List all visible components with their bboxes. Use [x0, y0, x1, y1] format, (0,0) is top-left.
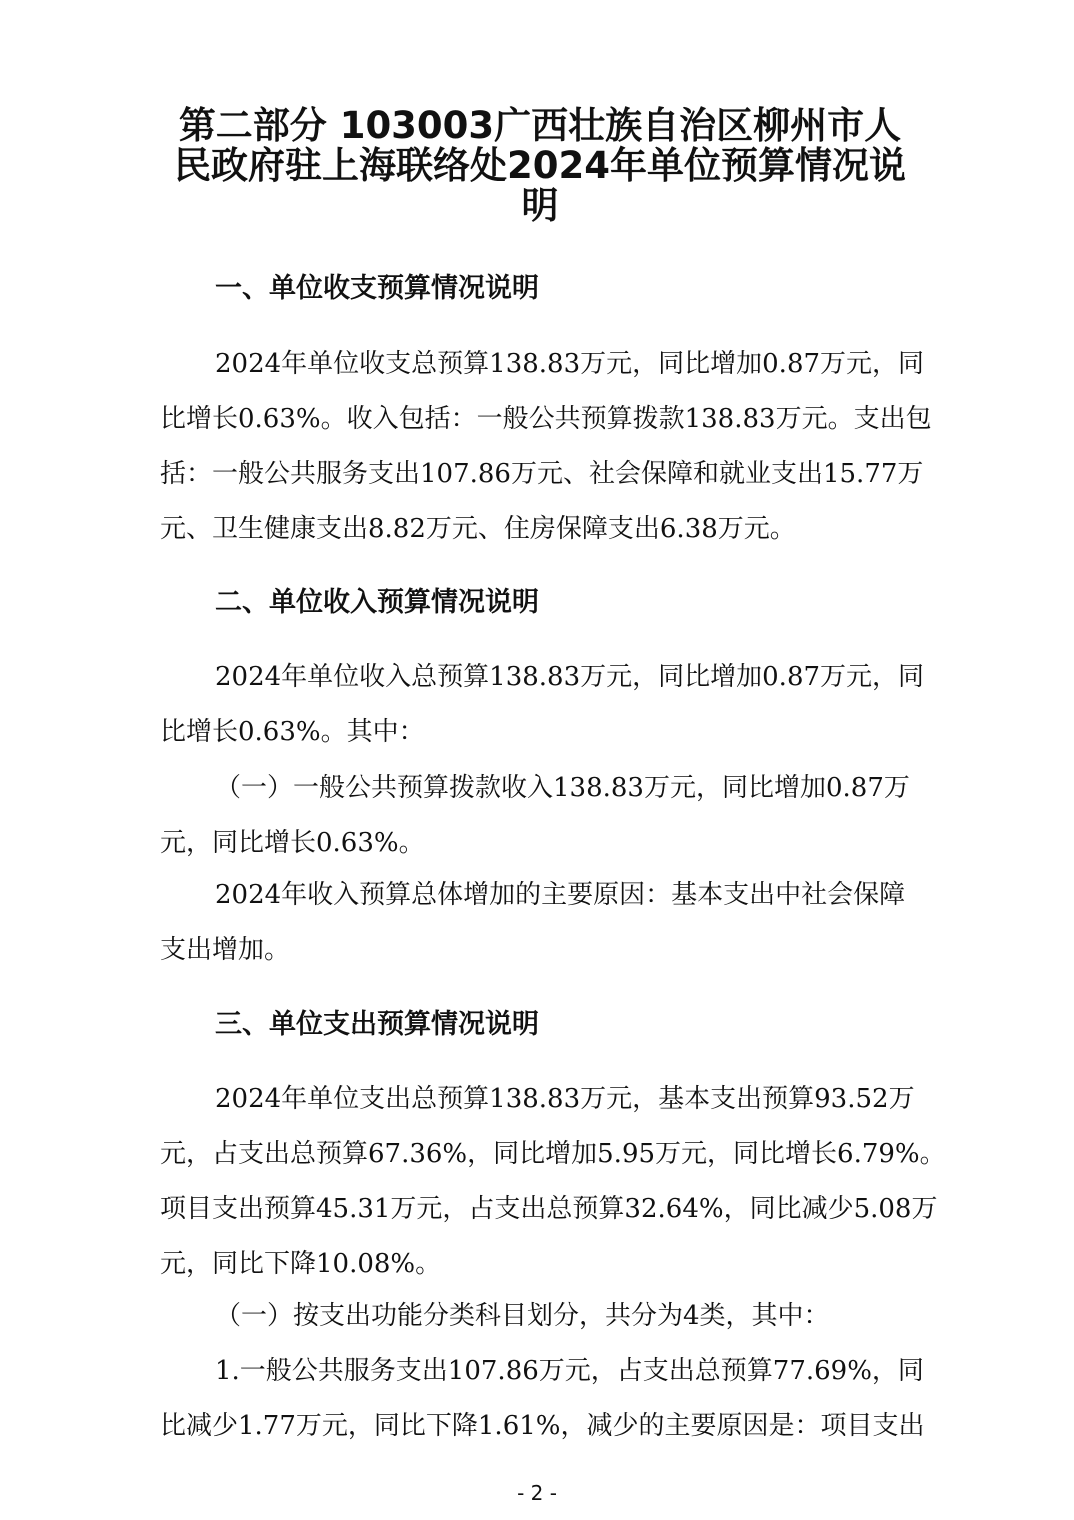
page-number: - 2 -: [517, 1481, 557, 1505]
section-heading-1: 一、单位收支预算情况说明: [215, 273, 539, 304]
paragraph-line: 元，同比增长0.63%。: [160, 828, 425, 858]
paragraph-line: 比增长0.63%。收入包括：一般公共预算拨款138.83万元。支出包: [160, 404, 932, 434]
paragraph-line: 2024年单位支出总预算138.83万元，基本支出预算93.52万: [215, 1084, 915, 1114]
paragraph-line: 比增长0.63%。其中：: [160, 717, 425, 747]
paragraph-line: 元、卫生健康支出8.82万元、住房保障支出6.38万元。: [160, 514, 796, 544]
paragraph-line: 比减少1.77万元，同比下降1.61%，减少的主要原因是：项目支出: [160, 1411, 925, 1441]
paragraph-line: 2024年收入预算总体增加的主要原因：基本支出中社会保障: [215, 880, 906, 910]
paragraph-line: 元，占支出总预算67.36%，同比增加5.95万元，同比增长6.79%。: [160, 1139, 946, 1169]
paragraph-line: （一）一般公共预算拨款收入138.83万元，同比增加0.87万: [215, 773, 910, 803]
section-heading-2: 二、单位收入预算情况说明: [215, 587, 539, 618]
paragraph-line: 括：一般公共服务支出107.86万元、社会保障和就业支出15.77万: [160, 459, 924, 489]
paragraph-line: 2024年单位收入总预算138.83万元，同比增加0.87万元，同: [215, 662, 925, 692]
section-heading-3: 三、单位支出预算情况说明: [215, 1009, 539, 1040]
paragraph-line: 项目支出预算45.31万元，占支出总预算32.64%，同比减少5.08万: [160, 1194, 938, 1224]
paragraph-line: （一）按支出功能分类科目划分，共分为4类，其中：: [215, 1301, 830, 1331]
paragraph-line: 元，同比下降10.08%。: [160, 1249, 442, 1279]
title-line-1: 第二部分 103003广西壮族自治区柳州市人: [178, 104, 902, 147]
paragraph-line: 1.一般公共服务支出107.86万元，占支出总预算77.69%，同: [215, 1356, 924, 1386]
page-title: [150, 106, 930, 226]
paragraph-line: 2024年单位收支总预算138.83万元，同比增加0.87万元，同: [215, 349, 925, 379]
paragraph-line: 支出增加。: [160, 935, 291, 965]
title-line-2: 民政府驻上海联络处2024年单位预算情况说: [174, 144, 906, 187]
title-line-3: 明: [521, 184, 559, 227]
